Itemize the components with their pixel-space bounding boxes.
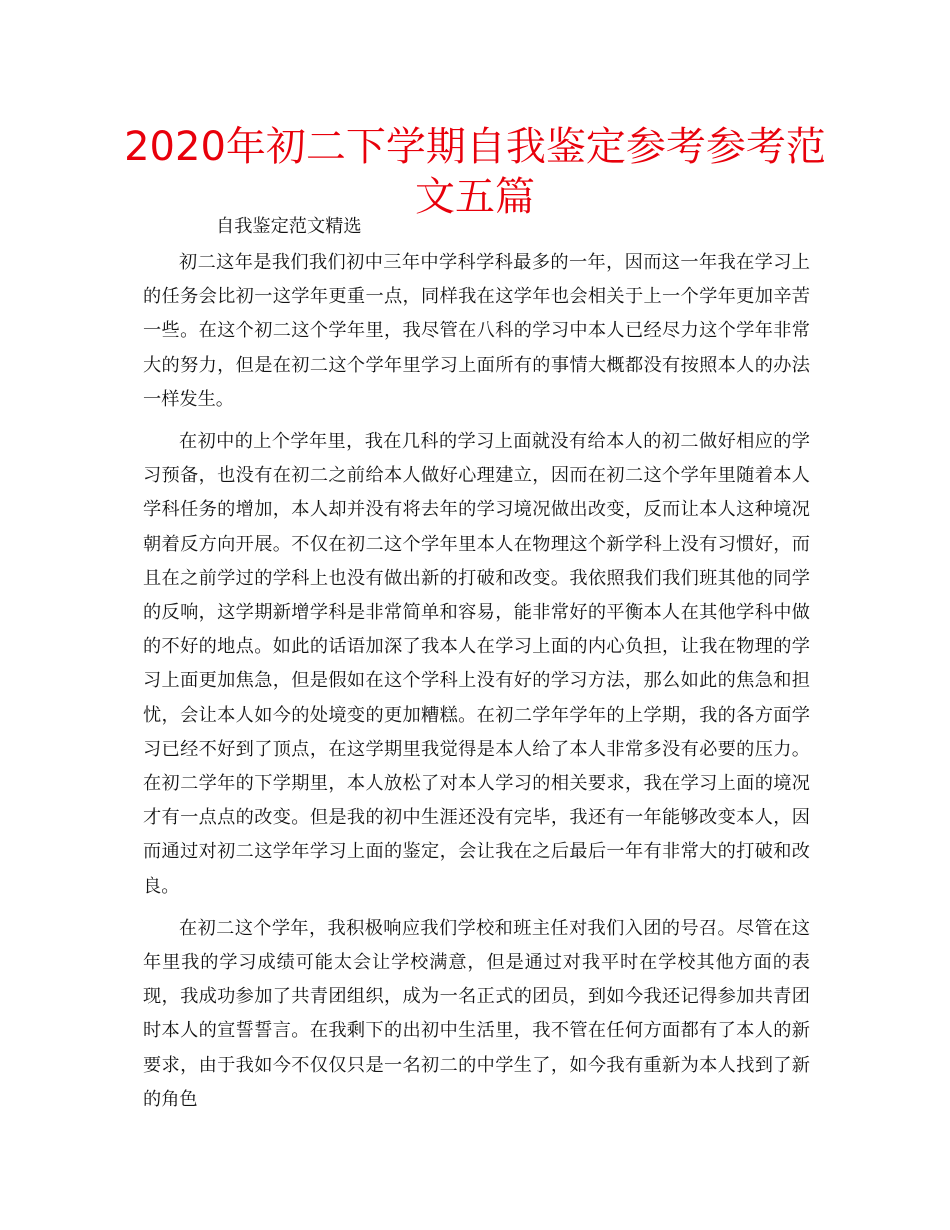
document-subtitle: 自我鉴定范文精选 <box>216 216 362 237</box>
paragraph-2: 在初中的上个学年里，我在几科的学习上面就没有给本人的初二做好相应的学习预备，也没有在初二之前给本人做好心理建立，因而在初二这个学年里随着本人学科任务的增加，本人却并没有将去年的学习境况做出改变，反而让本人这种境况朝着反方向开展。不仅在初二这个学年里本人在物理这个新学科上没有习惯好，而且在之前学过的学科上也没有做出新的打破和改变。我依照我们我们班其他的同学的反响，这学期新增学科是非常简单和容易，能非常好的平衡本人在其他学科中做的不好的地点。如此的话语加深了我本人在学习上面的内心负担，让我在物理的学习上面更加焦急，但是假如在这个学科上没有好的学习方法，那么如此的焦急和担忧，会让本人如今的处境变的更加糟糕。在初二学年学年的上学期，我的各方面学习已经不好到了顶点，在这学期里我觉得是本人给了本人非常多没有必要的压力。在初二学年的下学期里，本人放松了对本人学习的相关要求，我在学习上面的境况才有一点点的改变。但是我的初中生涯还没有完毕，我还有一年能够改变本人，因而通过对初二这学年学习上面的鉴定，会让我在之后最后一年有非常大的打破和改良。 <box>143 431 810 897</box>
paragraph-1: 初二这年是我们我们初中三年中学科学科最多的一年，因而这一年我在学习上的任务会比初一这学年更重一点，同样我在这学年也会相关于上一个学年更加辛苦一些。在这个初二这个学年里，我尽管在八科的学习中本人已经尽力这个学年非常大的努力，但是在初二这个学年里学习上面所有的事情大概都没有按照本人的办法一样发生。 <box>143 252 810 410</box>
document-title: 2020年初二下学期自我鉴定参考参考范文五篇 <box>124 124 826 220</box>
document-body <box>143 212 810 1117</box>
paragraph-3: 在初二这个学年，我积极响应我们学校和班主任对我们入团的号召。尽管在这年里我的学习成绩可能太会让学校满意，但是通过对我平时在学校其他方面的表现，我成功参加了共青团组织，成为一名正式的团员，到如今我还记得参加共青团时本人的宣誓誓言。在我剩下的出初中生活里，我不管在任何方面都有了本人的新要求，由于我如今不仅仅只是一名初二的中学生了，如今我有重新为本人找到了新的角色 <box>143 917 810 1110</box>
